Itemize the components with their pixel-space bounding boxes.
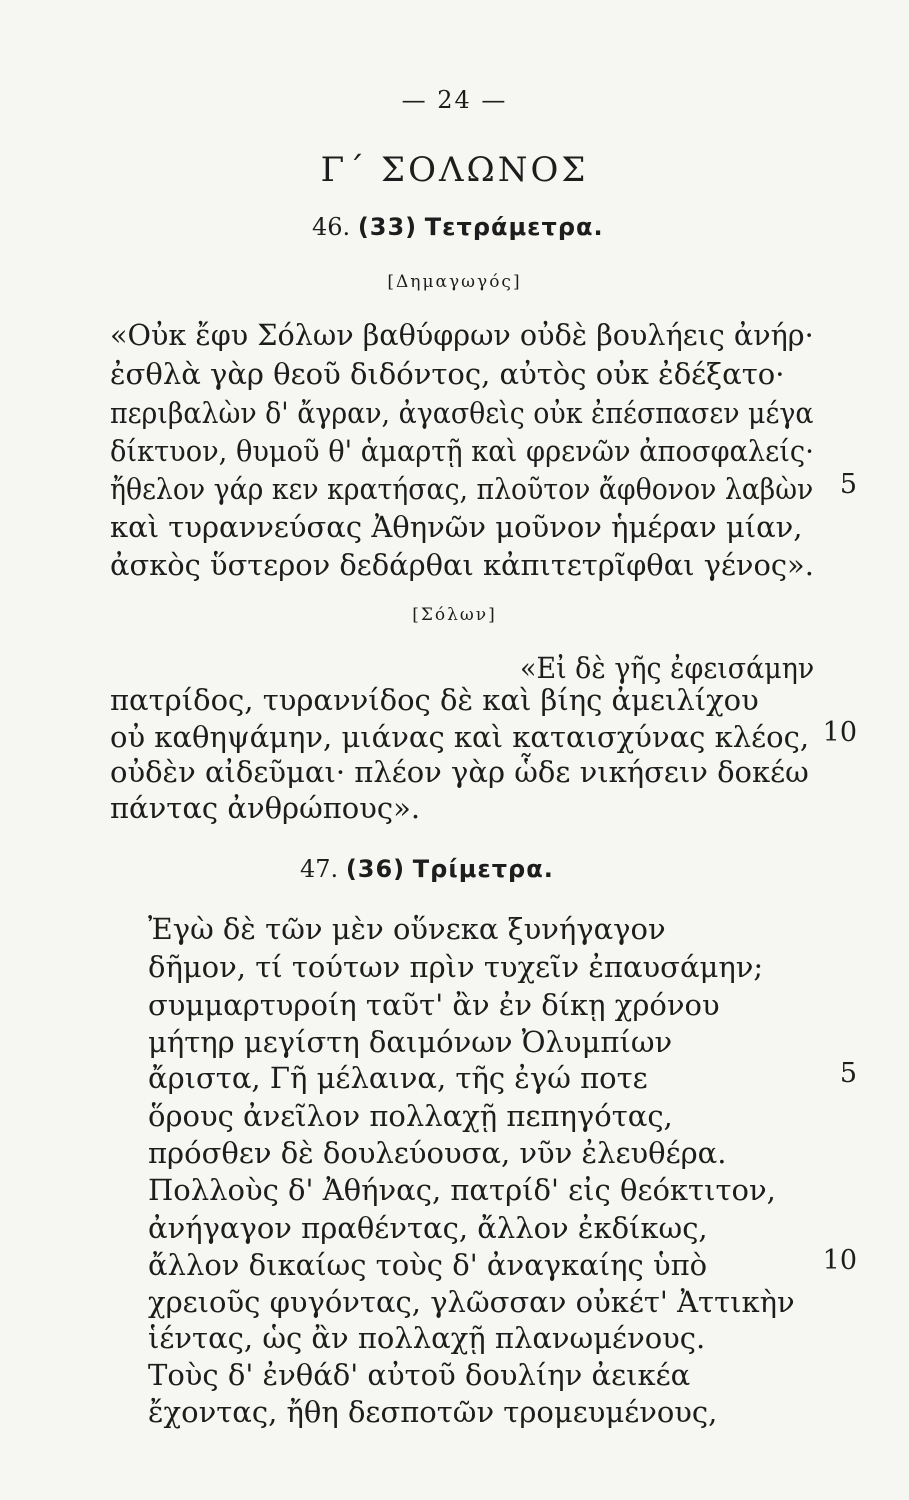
- verse-line: Τοὺς δ' ἐνθάδ' αὐτοῦ δουλίην ἀεικέα: [148, 1358, 691, 1392]
- section-ref: (36): [345, 855, 406, 883]
- verse-line: μήτηρ μεγίστη δαιμόνων Ὀλυμπίων: [148, 1025, 673, 1059]
- line-number: 5: [839, 1058, 857, 1089]
- verse-line: οὐ καθηψάμην, μιάνας καὶ καταισχύνας κλέος,: [110, 720, 810, 754]
- verse-line: περιβαλὼν δ' ἄγραν, ἀγασθεὶς οὐκ ἐπέσπασεν μέγα: [110, 396, 814, 430]
- verse-line: «Οὐκ ἔφυ Σόλων βαθύφρων οὐδὲ βουλήεις ἀνήρ·: [110, 318, 814, 352]
- verse-line: χρειοῦς φυγόντας, γλῶσσαν οὐκέτ' Ἀττικὴν: [148, 1285, 795, 1319]
- verse-line: Ἐγὼ δὲ τῶν μὲν οὕνεκα ξυνήγαγον: [148, 912, 666, 946]
- page-number: — 24 —: [401, 86, 508, 114]
- verse-line: οὐδὲν αἰδεῦμαι· πλέον γὰρ ὧδε νικήσειν δοκέω: [110, 755, 809, 789]
- verse-line: Πολλοὺς δ' Ἀθήνας, πατρίδ' εἰς θεόκτιτον,: [148, 1173, 776, 1207]
- verse-line: πρόσθεν δὲ δουλεύουσα, νῦν ἐλευθέρα.: [148, 1136, 727, 1170]
- verse-line: ἐσθλὰ γὰρ θεοῦ διδόντος, αὐτὸς οὐκ ἐδέξατο·: [110, 357, 785, 391]
- verse-line: ἀνήγαγον πραθέντας, ἄλλον ἐκδίκως,: [148, 1211, 708, 1245]
- section-heading-47: [300, 855, 554, 883]
- speaker-label-demagogue: [Δημαγωγός]: [387, 272, 522, 292]
- chapter-title: Γ΄ ΣΟΛΩΝΟΣ: [320, 150, 589, 190]
- verse-line: δῆμον, τί τούτων πρὶν τυχεῖν ἐπαυσάμην;: [148, 950, 764, 984]
- verse-line: ὅρους ἀνεῖλον πολλαχῇ πεπηγότας,: [148, 1099, 673, 1133]
- verse-line: ἄριστα, Γῆ μέλαινα, τῆς ἐγώ ποτε: [148, 1061, 648, 1095]
- section-heading-46: [312, 213, 604, 241]
- line-number: 10: [822, 717, 857, 748]
- verse-line: συμμαρτυροίη ταῦτ' ἂν ἐν δίκῃ χρόνου: [148, 988, 720, 1022]
- line-number: 5: [839, 469, 857, 500]
- verse-line: «Εἰ δὲ γῆς ἐφεισάμην: [520, 651, 815, 685]
- verse-line: πατρίδος, τυραννίδος δὲ καὶ βίης ἀμειλίχου: [110, 683, 759, 717]
- section-number: 46.: [312, 213, 351, 241]
- section-ref: (33): [357, 213, 418, 241]
- verse-line: πάντας ἀνθρώπους».: [110, 791, 421, 825]
- verse-line: δίκτυον, θυμοῦ θ' ἁμαρτῇ καὶ φρενῶν ἀποσφαλείς·: [110, 434, 814, 468]
- section-meter: Τρίμετρα.: [412, 855, 554, 883]
- verse-line: καὶ τυραννεύσας Ἀθηνῶν μοῦνον ἡμέραν μίαν,: [110, 510, 803, 544]
- line-number: 10: [822, 1245, 857, 1276]
- section-meter: Τετράμετρα.: [424, 213, 604, 241]
- verse-line: ἔχοντας, ἤθη δεσποτῶν τρομευμένους,: [148, 1395, 718, 1429]
- verse-line: ἤθελον γάρ κεν κρατήσας, πλοῦτον ἄφθονον λαβὼν: [110, 472, 814, 506]
- speaker-label-solon: [Σόλων]: [412, 605, 497, 625]
- verse-line: ἀσκὸς ὕστερον δεδάρθαι κἀπιτετρῖφθαι γένος».: [110, 548, 814, 582]
- section-number: 47.: [300, 855, 339, 883]
- verse-line: ἱέντας, ὡς ἂν πολλαχῇ πλανωμένους.: [148, 1321, 706, 1355]
- verse-line: ἄλλον δικαίως τοὺς δ' ἀναγκαίης ὑπὸ: [148, 1248, 708, 1282]
